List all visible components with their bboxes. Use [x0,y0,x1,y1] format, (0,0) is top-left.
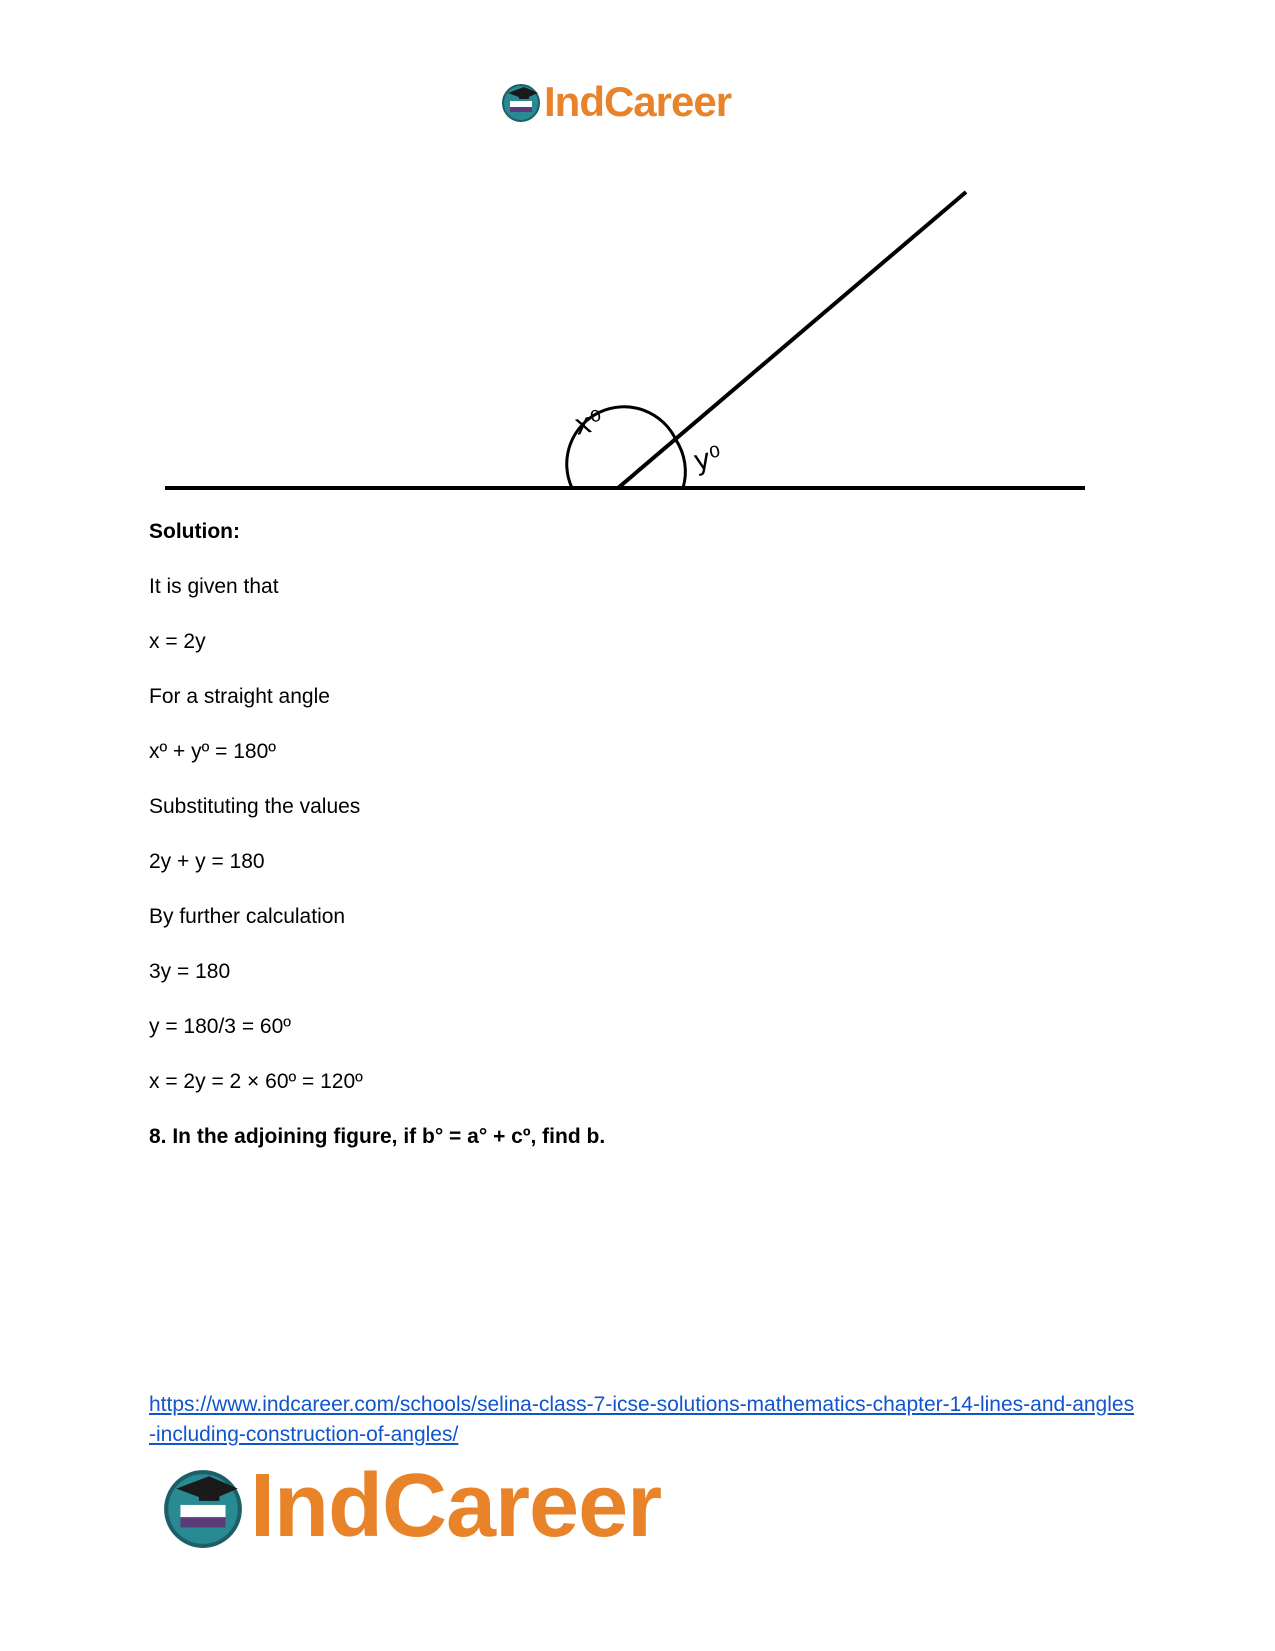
solution-content [149,520,1149,1180]
footer-logo [160,1455,661,1558]
arc-y [676,440,685,488]
solution-line: y = 180/3 = 60º [149,1015,291,1038]
solution-line: For a straight angle [149,685,330,708]
solution-line: Substituting the values [149,795,361,818]
solution-line: 2y + y = 180 [149,850,265,873]
solution-line: 3y = 180 [149,960,231,983]
solution-line: It is given that [149,575,279,598]
solution-line: By further calculation [149,905,346,928]
logo-text: IndCareer [544,78,732,125]
source-link[interactable]: https://www.indcareer.com/schools/selina-class-7-icse-solutions-mathematics-chapter-14-lines-and-angles-including-construction-of-angles/ [149,1393,1135,1446]
solution-line: x = 2y = 2 × 60º = 120º [149,1070,363,1093]
angle-figure [0,170,1275,500]
graduation-cap-globe-icon [500,81,542,123]
graduation-cap-globe-icon [160,1464,246,1550]
ray-line [618,192,966,488]
label-y: y⁰ [690,439,725,478]
next-question: 8. In the adjoining figure, if b° = a° + cº, find b. [149,1125,606,1148]
label-x: x⁰ [571,403,606,442]
logo-text: IndCareer [250,1456,662,1556]
header-logo [500,78,731,126]
solution-line: x = 2y [149,630,206,653]
solution-heading: Solution: [149,520,240,543]
solution-line: xº + yº = 180º [149,740,276,763]
